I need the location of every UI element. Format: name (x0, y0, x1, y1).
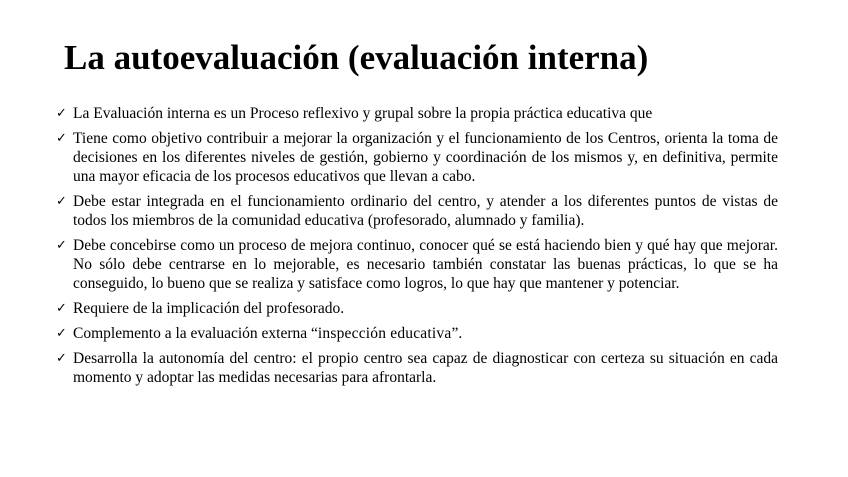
bullet-text: Tiene como objetivo contribuir a mejorar la organización y el funcionamiento de los Centros, orienta la toma de decisiones en los diferentes niveles de gestión, gobierno y coordinación de los mismos y, en definitiva, permite una mayor eficacia de los procesos educativos que llevan a cabo. (73, 130, 778, 185)
bullet-item (56, 129, 778, 186)
bullet-item (56, 324, 778, 343)
slide-title: La autoevaluación (evaluación interna) (64, 38, 649, 77)
check-icon: ✓ (56, 351, 67, 366)
bullet-text: La Evaluación interna es un Proceso reflexivo y grupal sobre la propia práctica educativa que (73, 105, 653, 122)
check-icon: ✓ (56, 106, 67, 121)
check-icon: ✓ (56, 326, 67, 341)
check-icon: ✓ (56, 194, 67, 209)
bullet-item (56, 236, 778, 293)
bullet-text: Desarrolla la autonomía del centro: el propio centro sea capaz de diagnosticar con certeza su situación en cada momento y adoptar las medidas necesarias para afrontarla. (73, 350, 778, 386)
bullet-item (56, 299, 778, 318)
bullet-text: Debe estar integrada en el funcionamiento ordinario del centro, y atender a los diferentes puntos de vistas de todos los miembros de la comunidad educativa (profesorado, alumnado y familia). (73, 193, 778, 229)
bullet-item (56, 104, 778, 123)
check-icon: ✓ (56, 131, 67, 146)
bullet-text-before: Complemento a la evaluación externa “ (73, 325, 318, 342)
check-icon: ✓ (56, 238, 67, 253)
bullet-item (56, 192, 778, 230)
bullet-item (56, 349, 778, 387)
bullet-text: Debe concebirse como un proceso de mejora continuo, conocer qué se está haciendo bien y qué hay que mejorar. No sólo debe centrarse en lo mejorable, es necesario también constatar las buenas prácticas, lo que se ha conseguido, lo bueno que se realiza y satisface como logros, lo que hay que mantener y potenciar. (73, 237, 778, 292)
bullet-quoted-term: inspección educativa (317, 325, 452, 342)
check-icon: ✓ (56, 301, 67, 316)
bullet-text: Requiere de la implicación del profesorado. (73, 300, 345, 317)
bullet-list (56, 104, 778, 393)
bullet-text-after: ”. (451, 325, 463, 342)
